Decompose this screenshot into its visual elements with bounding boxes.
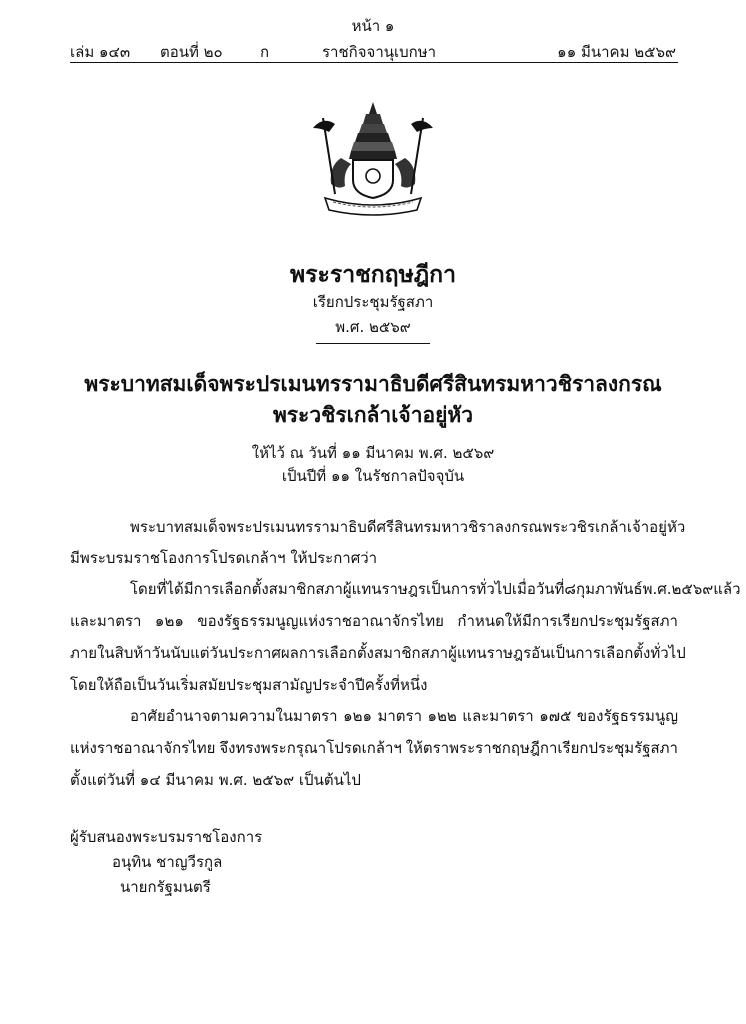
word: จึงทรงพระกรุณาโปรดเกล้าฯ	[219, 739, 402, 757]
gazette-section-letter: ก	[260, 43, 270, 61]
royal-emblem-icon	[293, 98, 453, 218]
word: ๑๒๒	[427, 707, 457, 725]
signatory-name: อนุทิน ชาญวีรกูล	[112, 853, 223, 871]
word: ๒๕๖๙	[671, 580, 714, 598]
word: แล้ว	[713, 580, 741, 598]
document-title: พระราชกฤษฎีกา	[289, 262, 457, 288]
header-rule	[70, 62, 678, 63]
countersign-label: ผู้รับสนองพระบรมราชโองการ	[70, 828, 263, 846]
word: กำหนดให้มีการเรียกประชุมรัฐสภา	[457, 612, 678, 630]
word: ๑๗๕	[539, 707, 572, 725]
reign-year: เป็นปีที่ ๑๑ ในรัชกาลปัจจุบัน	[281, 467, 465, 485]
word: เมื่อวันที่	[511, 580, 565, 598]
word: อาศัยอำนาจตามความในมาตรา	[130, 707, 338, 725]
paragraph-2-line-3: ภายในสิบห้าวันนับแต่วันประกาศผลการเลือกตั้งสมาชิกสภาผู้แทนราษฎรอันเป็นการเลือกตั้งทั่วไป	[70, 644, 686, 662]
word: โดยที่ได้มีการเลือกตั้งสมาชิกสภาผู้แทนราษฎรเป็นการทั่วไป	[130, 580, 512, 598]
word: และมาตรา	[462, 707, 534, 725]
paragraph-2-line-1	[130, 577, 741, 601]
word: ของรัฐธรรมนูญ	[576, 707, 678, 725]
document-year: พ.ศ. ๒๕๖๙	[335, 318, 411, 336]
word: และมาตรา	[70, 612, 142, 630]
given-date: ให้ไว้ ณ วันที่ ๑๑ มีนาคม พ.ศ. ๒๕๖๙	[251, 444, 495, 462]
paragraph-1-line-1	[130, 515, 686, 539]
king-name-line1: พระบาทสมเด็จพระปรเมนทรรามาธิบดีศรีสินทรมหาวชิราลงกรณ	[84, 372, 662, 396]
gazette-date: ๑๑ มีนาคม ๒๕๖๙	[557, 43, 676, 61]
word: ๘	[564, 580, 576, 598]
gazette-name: ราชกิจจานุเบกษา	[322, 43, 437, 61]
gazette-volume: เล่ม ๑๔๓	[70, 43, 131, 61]
king-name-line2: พระวชิรเกล้าเจ้าอยู่หัว	[272, 403, 474, 427]
word: ๑๒๑	[154, 612, 184, 630]
paragraph-3-line-3: ตั้งแต่วันที่ ๑๔ มีนาคม พ.ศ. ๒๕๖๙ เป็นต้นไป	[70, 771, 361, 789]
title-rule	[316, 343, 430, 344]
paragraph-3-line-2	[70, 736, 678, 760]
paragraph-3-line-1	[130, 704, 678, 728]
signatory-position: นายกรัฐมนตรี	[120, 878, 211, 896]
word: แห่งราชอาณาจักรไทย	[70, 739, 216, 757]
paragraph-2-line-4: โดยให้ถือเป็นวันเริ่มสมัยประชุมสามัญประจำปีครั้งที่หนึ่ง	[70, 676, 428, 694]
paragraph-1-line-2: มีพระบรมราชโองการโปรดเกล้าฯ ให้ประกาศว่า	[70, 549, 378, 567]
word: กุมภาพันธ์	[575, 580, 643, 598]
word: มาตรา	[377, 707, 423, 725]
document-subtitle: เรียกประชุมรัฐสภา	[312, 293, 434, 311]
word: พระบาทสมเด็จพระปรเมนทรรามาธิบดีศรีสินทรมหาวชิราลงกรณ	[130, 518, 543, 536]
word: ๑๒๑	[343, 707, 372, 725]
word: พระวชิรเกล้าเจ้าอยู่หัว	[542, 518, 686, 536]
page-number: หน้า ๑	[351, 17, 395, 35]
word: ของรัฐธรรมนูญแห่งราชอาณาจักรไทย	[197, 612, 444, 630]
word: ให้ตราพระราชกฤษฎีกาเรียกประชุมรัฐสภา	[405, 739, 678, 757]
gazette-section: ตอนที่ ๒๐	[160, 43, 223, 61]
word: พ.ศ.	[642, 580, 672, 598]
paragraph-2-line-2	[70, 609, 678, 633]
